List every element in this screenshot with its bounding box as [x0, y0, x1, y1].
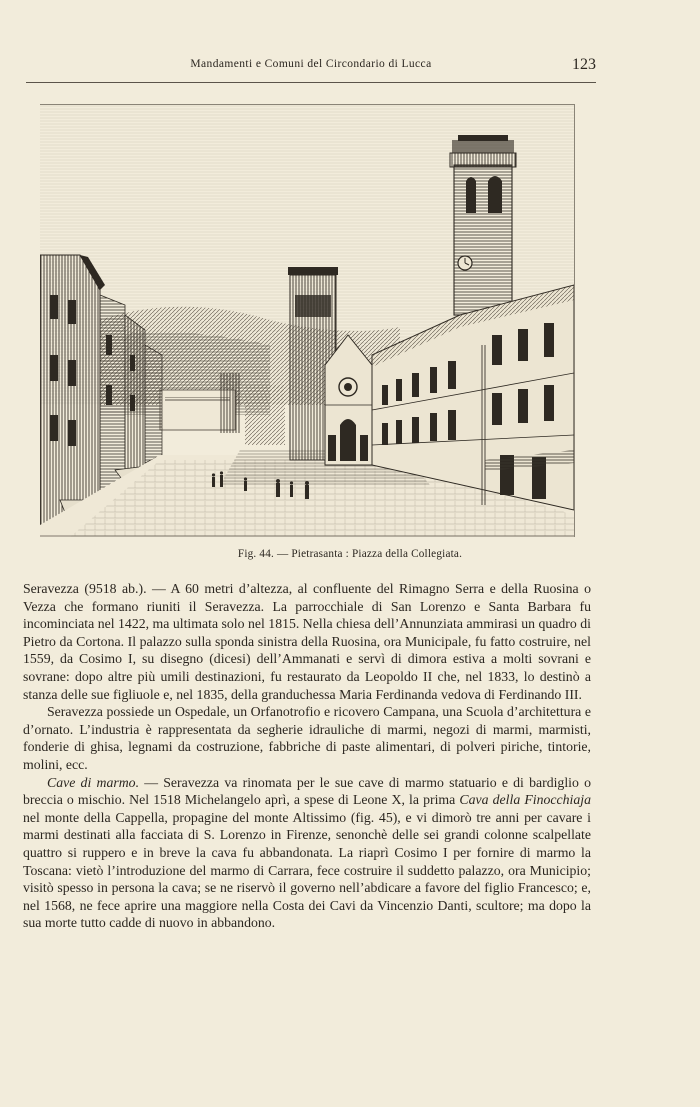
subsection-title: Cave di marmo. [47, 774, 140, 790]
section-title: Seravezza [23, 581, 79, 596]
paragraph-marble-quarries [23, 774, 591, 932]
paragraph-text: — Seravezza va rinomata per le sue cave di marmo statuario e di bardiglio o breccia o mischio. Nel 1518 Michelangelo aprì, a spese di Leone X, la prima [23, 774, 592, 808]
page-number: 123 [572, 56, 596, 73]
page-header [26, 56, 596, 83]
quarry-name: Cava della Finocchiaja [459, 792, 591, 808]
running-title: Mandamenti e Comuni del Circondario di Lucca [190, 58, 432, 70]
figure-engraving [40, 104, 575, 537]
piazza-illustration [40, 105, 574, 537]
body-text [23, 580, 591, 932]
paragraph-text: (9518 ab.). — A 60 metri d’altezza, al confluente del Rimagno Serra e della Ruosina o Vezza che formano riuniti il Seravezza. La parrocchiale di San Lorenzo e Santa Barbara fu incominciata nel 1422, ma ultimata solo nel 1815. Nella chiesa dell’Annunziata ammirasi un quadro di Pietro da Cortona. Il palazzo sulla sponda sinistra della Ruosina, ora Municipale, fu fatto costruire, nel 1559, da Cosimo I, su disegno (dicesi) dell’Ammanati e servì di dimora estiva a molti sovrani e sovrane: dopo altre più umili destinazioni, fu restaurato da Leopoldo II che, nel 1833, lo destinò a stanza delle sue figliuole e, nel 1835, della granduchessa Maria Ferdinanda vedova di Ferdinando III. [23, 581, 591, 702]
paragraph-industry: Seravezza possiede un Ospedale, un Orfanotrofio e ricovero Campana, una Scuola d’architettura e d’ornato. L’industria è rappresentata da segherie idrauliche di marmi, negozi di marmi, marmisti, fonderie di ghisa, legnami da costruzione, fabbriche di paste alimentari, di polveri piriche, tintorie, molini, ecc. [23, 704, 591, 772]
paragraph-text: nel monte della Cappella, propagine del monte Altissimo (fig. 45), e vi dimorò tre anni per cavare i marmi destinati alla facciata di S. Lorenzo in Firenze, senonchè delle sei grandi colonne scalpellate quattro si ruppero e in breve la cava fu abbandonata. La riaprì Cosimo I per fornire di marmo la Toscana: vietò l’introduzione del marmo di Carrara, fece costruire il suddetto palazzo, ora Municipio; visitò spesso in persona la cava; se ne riservò il governo nell’abdicare a favore del figlio Francesco; e, nel 1568, ne fece aprire una maggiore nella Costa dei Cavi da Vincenzio Danti, scultore; ma dopo la sua morte tutto cadde di nuovo in abbandono. [23, 809, 591, 931]
figure-caption: Fig. 44. — Pietrasanta : Piazza della Collegiata. [237, 548, 463, 560]
paragraph-seravezza [23, 580, 591, 703]
